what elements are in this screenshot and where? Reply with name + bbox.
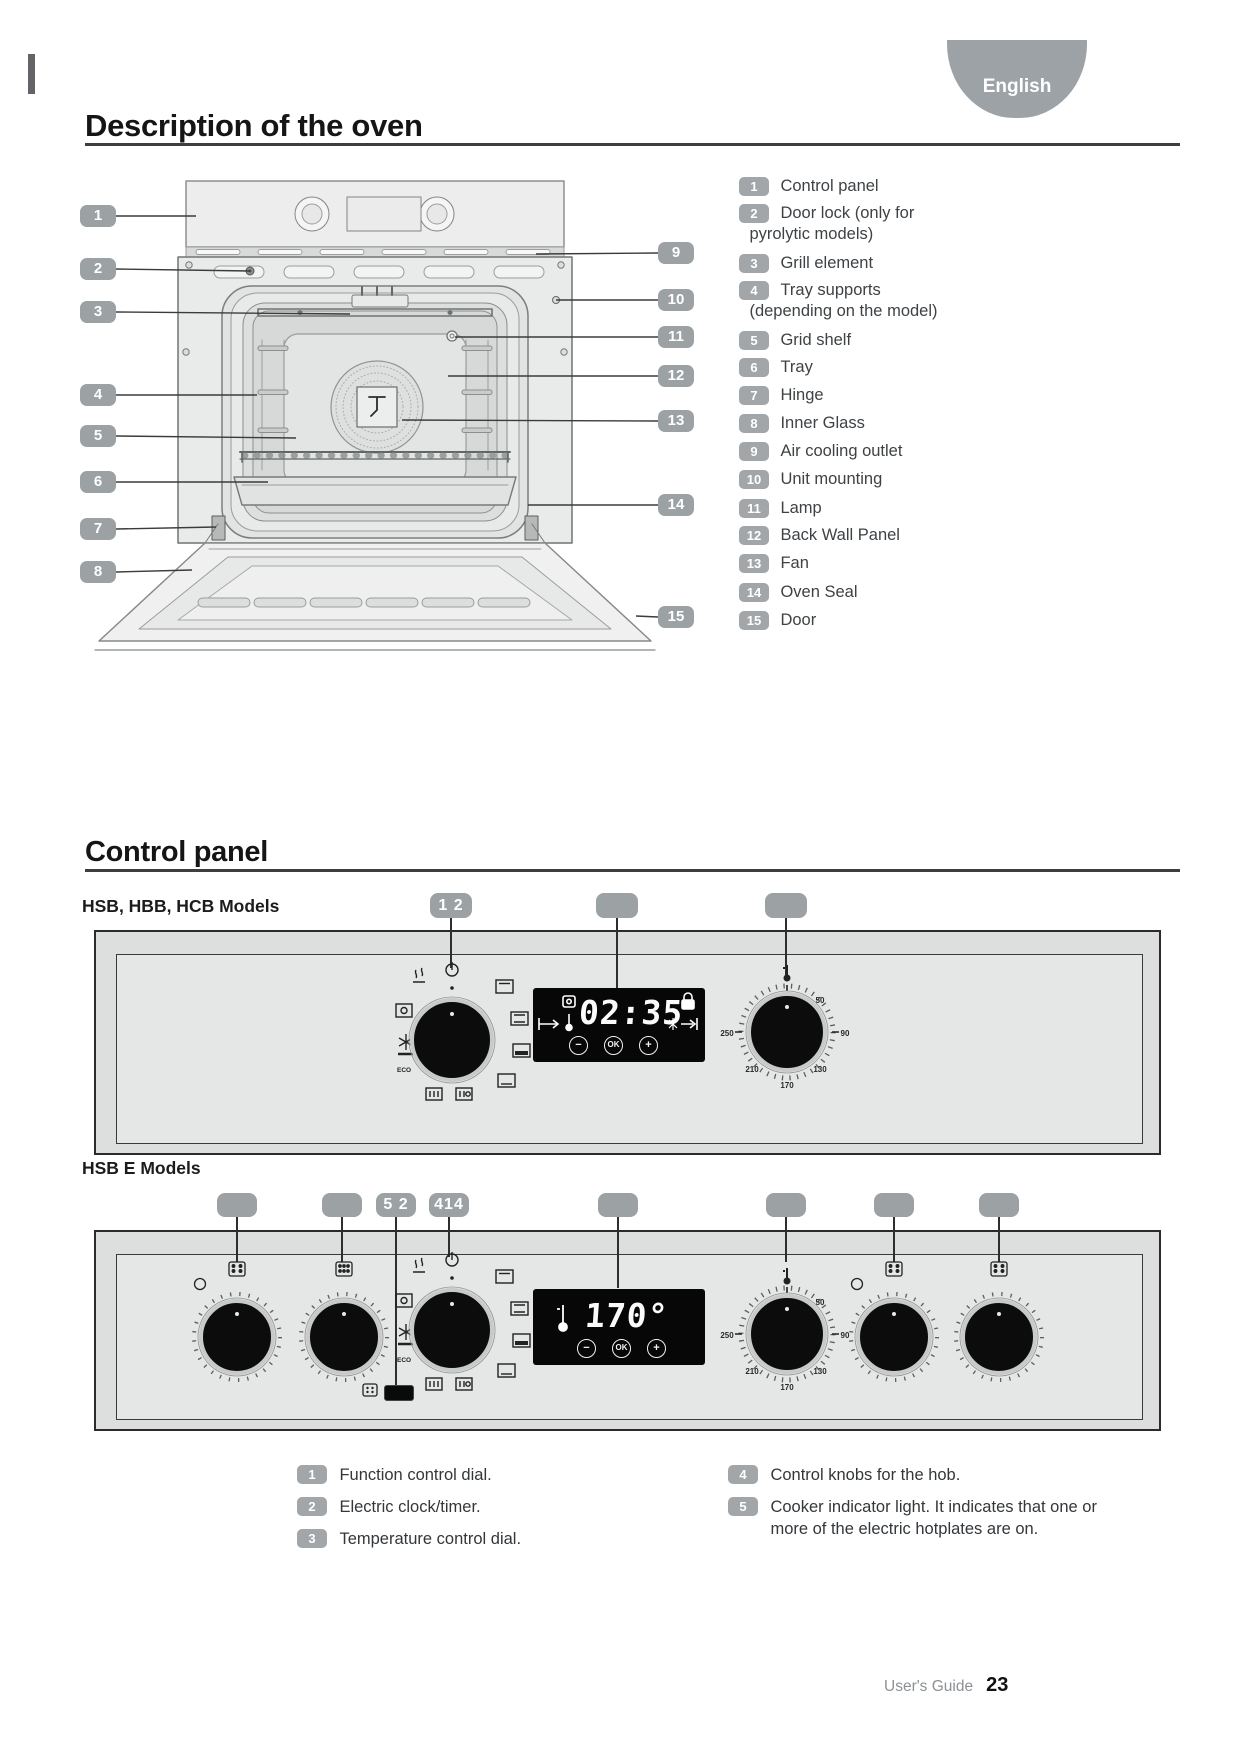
callout-line	[785, 1217, 787, 1262]
legend-item-1	[739, 176, 980, 197]
legend-label: Back Wall Panel	[780, 526, 900, 544]
function-dial	[380, 1246, 555, 1401]
hob-icon	[336, 1262, 352, 1276]
section-title-description: Description of the oven	[85, 108, 423, 143]
temp-tick-170: 170	[780, 1081, 794, 1090]
temperature-readout: 170°	[583, 1296, 670, 1335]
oven-callout-7: 7	[80, 518, 116, 540]
eco-label: ECO	[397, 1357, 412, 1364]
lamp	[447, 331, 457, 341]
panel-b-callout-8	[979, 1193, 1019, 1217]
oven-callout-13: 13	[658, 410, 694, 432]
start-time-icon	[539, 1018, 558, 1030]
legend-label: Control panel	[780, 177, 879, 195]
panel-a-callout-3	[765, 893, 807, 918]
temp-tick-90: 90	[840, 1029, 850, 1038]
legend-num: 13	[739, 554, 769, 573]
temp-tick-130: 130	[813, 1367, 827, 1376]
panel-b-callout-6	[766, 1193, 806, 1217]
legend-label: Electric clock/timer.	[339, 1498, 481, 1516]
legend-num: 2	[297, 1497, 327, 1516]
alarm-icon	[563, 996, 575, 1007]
legend-label: Tray	[780, 358, 813, 376]
temp-tick-90: 90	[840, 1331, 850, 1340]
legend-num: 11	[739, 499, 769, 518]
legend-num: 14	[739, 583, 769, 602]
oven-callout-1: 1	[80, 205, 116, 227]
oven-callout-10: 10	[658, 289, 694, 311]
eco-label: ECO	[397, 1067, 412, 1074]
legend-item-11	[739, 498, 980, 519]
legend-label: Oven Seal	[780, 583, 858, 601]
legend-item-5	[739, 330, 980, 351]
oven-callout-14: 14	[658, 494, 694, 516]
legend-label: Unit mounting	[780, 470, 883, 488]
legend-label: Grill element	[780, 254, 874, 272]
legend-label: Door	[780, 611, 817, 629]
scan-edge-mark	[28, 54, 35, 94]
unit-mounting-screw	[553, 297, 560, 304]
steam-icon	[413, 968, 425, 982]
page-footer	[884, 1674, 1008, 1697]
legend-label: Cooker indicator light. It indicates that one or more of the electric hotplates are on.	[770, 1498, 1097, 1538]
bottom-heat-icon	[513, 1334, 530, 1347]
oven-callout-5: 5	[80, 425, 116, 447]
hob-knob-1	[182, 1258, 292, 1398]
cp-legend-item-4	[728, 1464, 1115, 1486]
callout-line	[236, 1217, 238, 1262]
cp-legend-item-2	[297, 1496, 554, 1518]
temp-tick-210: 210	[745, 1065, 759, 1074]
hob-icon	[991, 1262, 1007, 1276]
thermometer-icon	[557, 1305, 567, 1331]
legend-num: 1	[739, 177, 769, 196]
panel-b-callout-4: 414	[429, 1193, 469, 1217]
oven-control-strip	[186, 181, 564, 257]
model-b-label: HSB E Models	[82, 1158, 201, 1178]
legend-num: 5	[728, 1497, 758, 1516]
minus-button: −	[577, 1339, 596, 1358]
oven-callout-8: 8	[80, 561, 116, 583]
temp-tick-250: 250	[720, 1029, 734, 1038]
panel-b-callout-2	[322, 1193, 362, 1217]
legend-item-9	[739, 441, 980, 462]
legend-label: Tray supports (depending on the model)	[749, 281, 938, 320]
temp-tick-250: 250	[720, 1331, 734, 1340]
legend-label: Lamp	[780, 499, 822, 517]
oven-mode-icon	[498, 1364, 515, 1377]
conventional-icon	[511, 1012, 528, 1025]
legend-num: 3	[739, 254, 769, 273]
fan	[331, 361, 423, 453]
legend-num: 5	[739, 331, 769, 350]
title-rule	[85, 143, 1180, 146]
plus-button: +	[639, 1036, 658, 1055]
cp-legend-item-3	[297, 1528, 554, 1550]
legend-num: 1	[297, 1465, 327, 1484]
legend-item-6	[739, 357, 980, 378]
footer-guide-label: User's Guide	[884, 1678, 974, 1695]
steam-icon	[413, 1258, 425, 1272]
conventional-icon	[511, 1302, 528, 1315]
cp-legend-item-5	[728, 1496, 1115, 1540]
oven-callout-6: 6	[80, 471, 116, 493]
temp-tick-50: 50	[815, 996, 825, 1005]
callout-line	[893, 1217, 895, 1262]
temp-tick-50: 50	[815, 1298, 825, 1307]
callout-line	[998, 1217, 1000, 1262]
end-time-icon	[681, 1018, 697, 1030]
section-title-control-panel: Control panel	[85, 836, 268, 868]
callout-line	[617, 1217, 619, 1288]
legend-item-2	[739, 203, 957, 245]
legend-label: Control knobs for the hob.	[770, 1466, 961, 1484]
bottom-heat-icon	[513, 1044, 530, 1057]
door-lock-pin	[246, 267, 254, 275]
legend-num: 10	[739, 470, 769, 489]
legend-item-8	[739, 413, 980, 434]
legend-num: 8	[739, 414, 769, 433]
hob-icon	[229, 1262, 245, 1276]
time-readout: 02:35	[577, 993, 685, 1032]
legend-item-10	[739, 469, 980, 490]
temp-tick-170: 170	[780, 1383, 794, 1392]
temp-tick-210: 210	[745, 1367, 759, 1376]
lamp-mode-icon	[396, 1294, 412, 1307]
cp-legend-item-1	[297, 1464, 554, 1486]
model-a-label: HSB, HBB, HCB Models	[82, 896, 280, 916]
legend-label: Door lock (only for pyrolytic models)	[749, 204, 915, 243]
oven-callout-4: 4	[80, 384, 116, 406]
function-dial	[380, 956, 555, 1111]
ok-button: OK	[604, 1036, 623, 1055]
legend-item-14	[739, 582, 980, 603]
legend-label: Temperature control dial.	[339, 1530, 522, 1548]
legend-label: Air cooling outlet	[780, 442, 903, 460]
hinge-left	[212, 516, 225, 540]
oven-illustration	[70, 150, 730, 660]
hob-icon	[886, 1262, 902, 1276]
legend-num: 7	[739, 386, 769, 405]
panel-a-callout-2	[596, 893, 638, 918]
tray	[234, 477, 516, 505]
panel-a-callout-1: 1 2	[430, 893, 472, 918]
panel-b-callout-7	[874, 1193, 914, 1217]
callout-line	[341, 1217, 343, 1262]
legend-label: Inner Glass	[780, 414, 865, 432]
language-badge-label: English	[982, 76, 1052, 97]
hob-knob-4	[944, 1258, 1054, 1398]
lamp-mode-icon	[396, 1004, 412, 1017]
legend-num: 3	[297, 1529, 327, 1548]
panel-b-callout-3: 5 2	[376, 1193, 416, 1217]
language-badge	[947, 40, 1087, 118]
oven-callout-9: 9	[658, 242, 694, 264]
legend-item-3	[739, 253, 980, 274]
legend-label: Grid shelf	[780, 331, 852, 349]
legend-item-4	[739, 280, 957, 322]
panel-b-callout-1	[217, 1193, 257, 1217]
oven-callout-12: 12	[658, 365, 694, 387]
legend-num: 6	[739, 358, 769, 377]
hinge-right	[525, 516, 538, 540]
legend-item-13	[739, 553, 980, 574]
off-position-icon	[852, 1279, 863, 1290]
thermometer-icon	[566, 1014, 572, 1031]
legend-item-12	[739, 525, 980, 546]
legend-label: Fan	[780, 554, 809, 572]
legend-num: 2	[739, 204, 769, 223]
temperature-display	[533, 1289, 705, 1365]
legend-item-7	[739, 385, 980, 406]
temperature-dial	[712, 957, 862, 1107]
panel-b-callout-5	[598, 1193, 638, 1217]
off-position-icon	[195, 1279, 206, 1290]
legend-item-15	[739, 610, 980, 631]
legend-num: 4	[739, 281, 769, 300]
oven-callout-11: 11	[658, 326, 694, 348]
oven-mode-icon	[498, 1074, 515, 1087]
callout-line	[616, 918, 618, 988]
hob-icon	[362, 1383, 378, 1397]
oven-callout-3: 3	[80, 301, 116, 323]
legend-label: Function control dial.	[339, 1466, 492, 1484]
oven-callout-2: 2	[80, 258, 116, 280]
plus-button: +	[647, 1339, 666, 1358]
legend-num: 4	[728, 1465, 758, 1484]
title-rule-2	[85, 869, 1180, 872]
legend-num: 9	[739, 442, 769, 461]
hob-knob-3	[839, 1258, 949, 1398]
oven-callout-15: 15	[658, 606, 694, 628]
minus-button: −	[569, 1036, 588, 1055]
top-heat-icon	[496, 980, 513, 993]
temp-tick-130: 130	[813, 1065, 827, 1074]
footer-page-number: 23	[986, 1674, 1009, 1696]
ok-button: OK	[612, 1339, 631, 1358]
top-heat-icon	[496, 1270, 513, 1283]
legend-num: 15	[739, 611, 769, 630]
clock-display	[533, 988, 705, 1062]
legend-num: 12	[739, 526, 769, 545]
legend-label: Hinge	[780, 386, 824, 404]
